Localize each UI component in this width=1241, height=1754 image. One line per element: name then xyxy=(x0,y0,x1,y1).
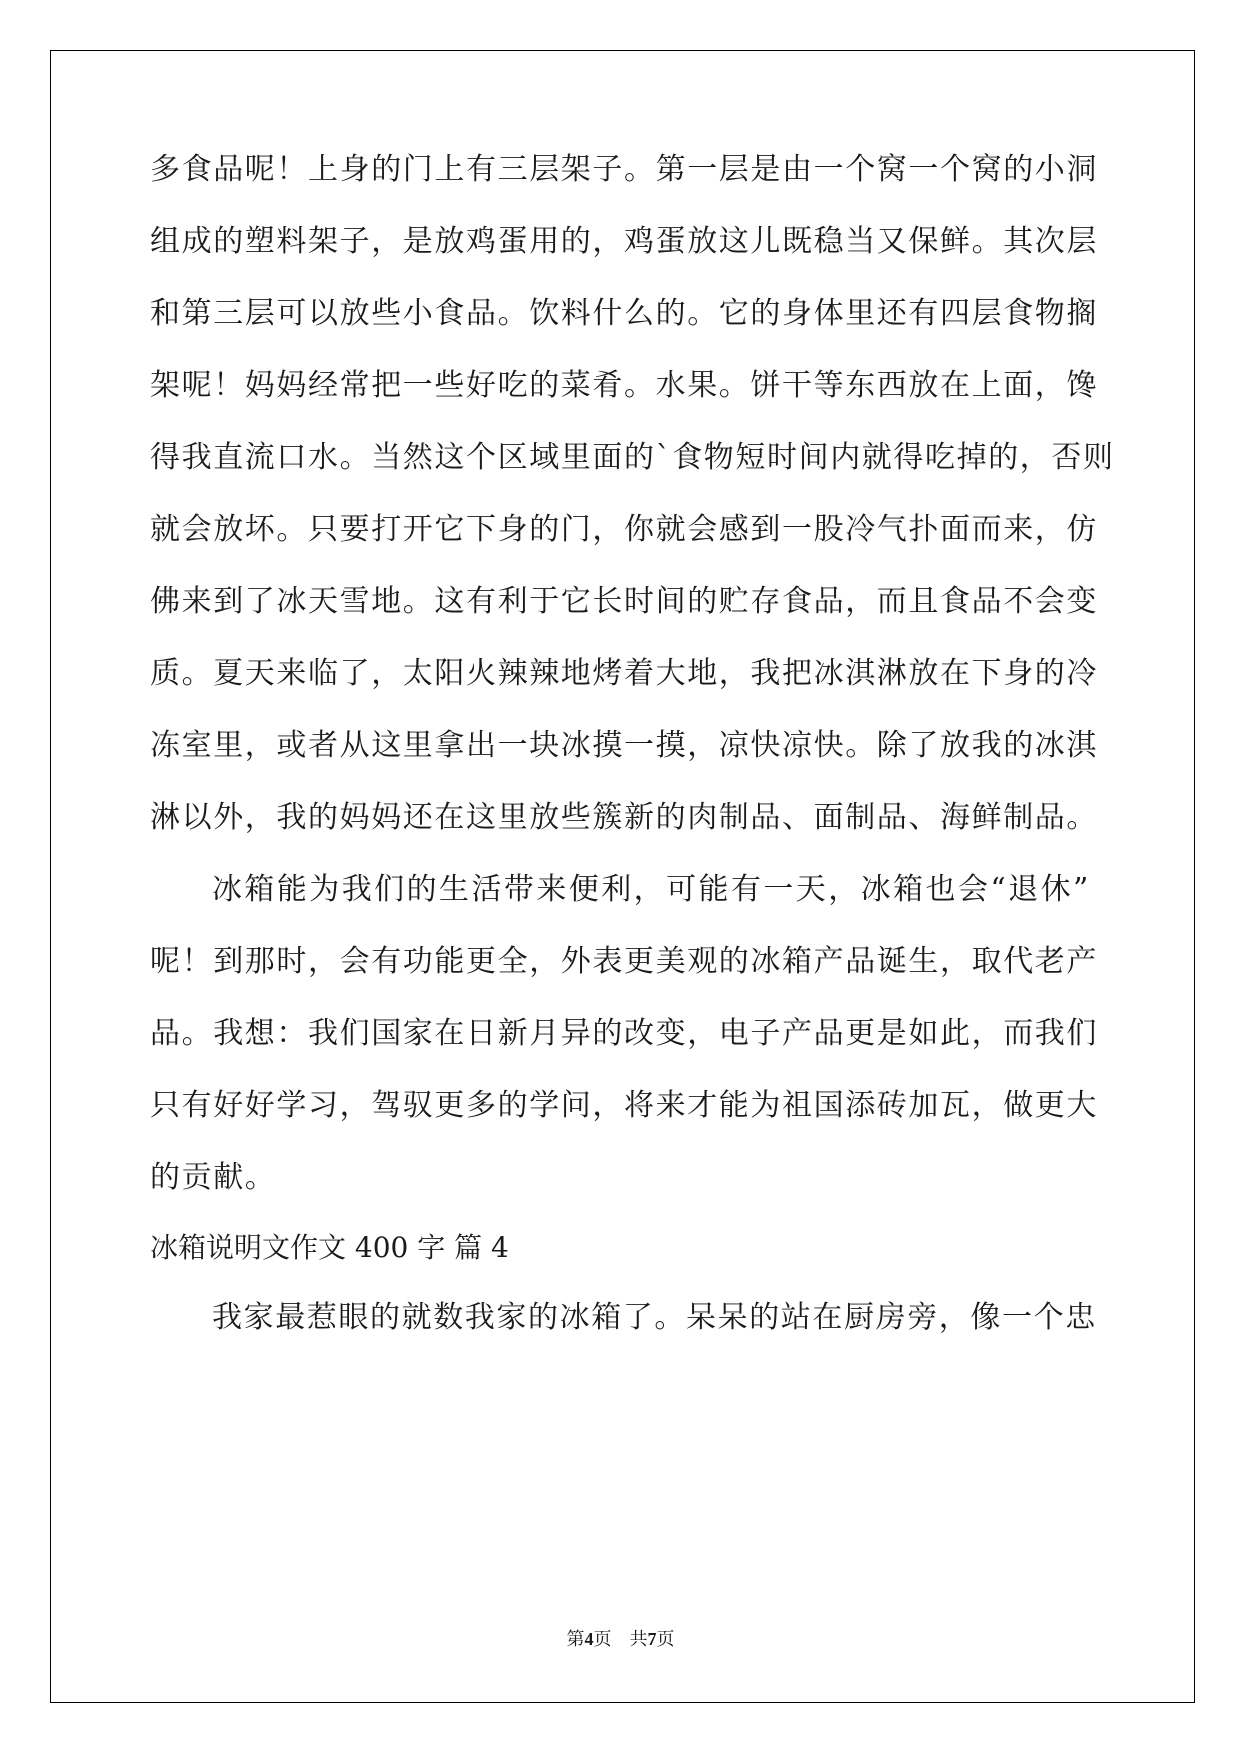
text-line: 呢！到那时，会有功能更全，外表更美观的冰箱产品诞生，取代老产 xyxy=(150,944,1098,979)
text-line: 的贡献。 xyxy=(150,1160,277,1195)
text-line: 冰箱能为我们的生活带来便利，可能有一天，冰箱也会“退休” xyxy=(212,872,1090,907)
footer-page-suffix: 页 xyxy=(593,1629,612,1649)
text-line: 质。夏天来临了，太阳火辣辣地烤着大地，我把冰淇淋放在下身的冷 xyxy=(150,656,1098,691)
section-heading: 冰箱说明文作文 400 字 篇 4 xyxy=(150,1231,509,1264)
text-line: 只有好好学习，驾驭更多的学问，将来才能为祖国添砖加瓦，做更大 xyxy=(150,1088,1098,1123)
text-line: 我家最惹眼的就数我家的冰箱了。呆呆的站在厨房旁，像一个忠 xyxy=(212,1300,1097,1335)
text-line: 就会放坏。只要打开它下身的门，你就会感到一股冷气扑面而来，仿 xyxy=(150,512,1098,547)
footer-page-number: 4 xyxy=(584,1629,594,1649)
text-line: 得我直流口水。当然这个区域里面的`食物短时间内就得吃掉的，否则 xyxy=(150,440,1115,475)
text-line: 多食品呢！上身的门上有三层架子。第一层是由一个窝一个窝的小洞 xyxy=(150,152,1098,187)
footer-total-suffix: 页 xyxy=(656,1629,675,1649)
text-line: 组成的塑料架子，是放鸡蛋用的，鸡蛋放这儿既稳当又保鲜。其次层 xyxy=(150,224,1098,259)
text-line: 冻室里，或者从这里拿出一块冰摸一摸，凉快凉快。除了放我的冰淇 xyxy=(150,728,1098,763)
text-line: 品。我想：我们国家在日新月异的改变，电子产品更是如此，而我们 xyxy=(150,1016,1098,1051)
text-line: 架呢！妈妈经常把一些好吃的菜肴。水果。饼干等东西放在上面，馋 xyxy=(150,368,1098,403)
text-line: 淋以外，我的妈妈还在这里放些簇新的肉制品、面制品、海鲜制品。 xyxy=(150,800,1098,835)
footer-total-number: 7 xyxy=(647,1629,657,1649)
footer-total-prefix: 共 xyxy=(629,1629,648,1649)
footer-page-prefix: 第 xyxy=(566,1629,585,1649)
text-line: 佛来到了冰天雪地。这有利于它长时间的贮存食品，而且食品不会变 xyxy=(150,584,1098,619)
text-line: 和第三层可以放些小食品。饮料什么的。它的身体里还有四层食物搁 xyxy=(150,296,1098,331)
page-footer xyxy=(0,1625,1241,1651)
